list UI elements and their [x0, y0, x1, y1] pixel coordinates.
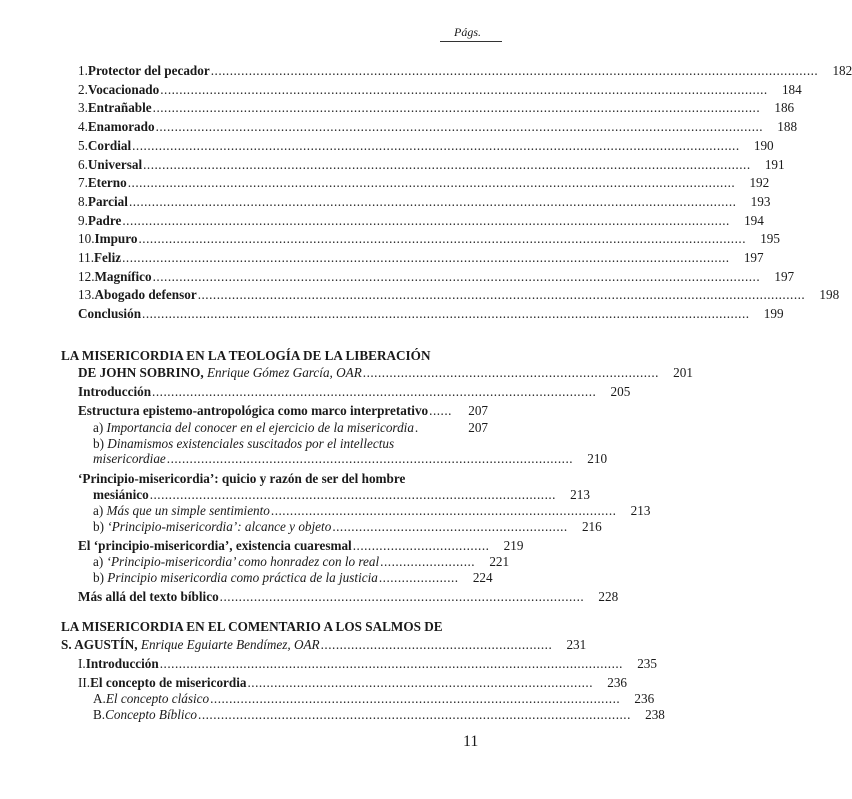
toc-subentry-dinamismos-cont: misericordiae ........................................................................................................... 210 — [93, 451, 608, 466]
toc-entry-number: 4. — [78, 119, 88, 135]
toc-entry — [78, 249, 764, 266]
page-ref: 210 — [587, 451, 608, 466]
toc-entry — [78, 212, 764, 229]
toc-entry-title: Abogado defensor — [94, 287, 197, 303]
toc-entry — [78, 305, 784, 322]
leader-dots: ............................................................. — [320, 637, 553, 652]
page-ref: 186 — [774, 100, 795, 116]
toc-entry-title: Eterno — [87, 175, 127, 191]
toc-entry — [78, 174, 770, 191]
leader-dots: ........................................................................................... — [247, 675, 593, 690]
page-ref: 182 — [832, 63, 852, 78]
toc-entry-title: Universal — [87, 156, 143, 172]
toc-entry-title: Parcial — [87, 193, 128, 209]
header-rule — [440, 41, 502, 42]
page-ref: 228 — [598, 589, 619, 604]
leader-dots: ..................................................................................................................... — [152, 384, 597, 399]
toc-entry — [78, 156, 785, 173]
toc-entry-number: 12. — [78, 268, 95, 284]
page-ref: 221 — [489, 554, 510, 569]
leader-dots: ................................................................................................................................................................ — [128, 193, 737, 209]
section-3-heading-line-2 — [61, 636, 587, 653]
toc-subentry-justicia: b) Principio misericordia como práctica de la justicia ..................... 224 — [93, 570, 493, 585]
toc-subentry-importancia: a) Importancia del conocer en el ejercicio de la misericordia . 207 — [93, 420, 488, 435]
toc-entry-number: 11. — [78, 250, 94, 265]
leader-dots: ................................................................................................................................................................ — [210, 63, 819, 78]
leader-dots: ................................................................................................................................................................ — [152, 100, 761, 116]
page-ref: 207 — [468, 403, 488, 418]
toc-entry-number: 13. — [78, 287, 95, 303]
page-ref: 184 — [781, 81, 802, 97]
section-3-author: Enrique Eguiarte Bendímez, OAR — [140, 637, 320, 652]
toc-entry — [78, 62, 852, 79]
page-ref: 236 — [607, 675, 627, 690]
toc-entry — [78, 286, 840, 303]
toc-subentry-mas-que: a) Más que un simple sentimiento ........................................................................................... 213 — [93, 503, 651, 518]
page-ref: 192 — [749, 175, 770, 191]
page-ref: 207 — [468, 420, 488, 435]
page-ref: 195 — [760, 231, 780, 247]
toc-entry-title: Conclusión — [78, 306, 142, 322]
page-ref: 191 — [764, 156, 785, 172]
toc-entry-number: 5. — [78, 137, 88, 153]
section-2-author: Enrique Gómez García, OAR — [206, 365, 362, 380]
leader-dots: ................................................................................................................................................................ — [127, 175, 736, 191]
toc-entry-title: Feliz — [94, 250, 122, 265]
leader-dots: ................................................................................................................................................................ — [143, 156, 751, 172]
toc-subentry-dinamismos: b) Dinamismos existenciales suscitados por el intellectus — [93, 436, 395, 451]
page-ref: 216 — [581, 519, 602, 534]
toc-entry-cuaresmal: El ‘principio-misericordia’, existencia cuaresmal .................................... 219 — [78, 538, 524, 553]
leader-dots: ................................................................................................................................................................ — [142, 306, 750, 322]
leader-dots: ........................................................................................................... — [166, 451, 574, 466]
pags-label: Págs. — [454, 25, 481, 39]
leader-dots: ................................................................................................ — [219, 589, 585, 604]
toc-entry-estructura: Estructura epistemo-antropológica como marco interpretativo ...... 207 — [78, 403, 488, 418]
toc-entry-number: 1. — [78, 63, 88, 78]
toc-entry-number: 10. — [78, 231, 95, 247]
leader-dots: ................................................................................................................................................................ — [197, 287, 806, 303]
page-ref: 201 — [673, 365, 693, 380]
leader-dots: ................................................................................................................................................................ — [132, 137, 740, 153]
page-ref: 213 — [630, 503, 651, 518]
toc-entry-title: Entrañable — [87, 100, 152, 116]
toc-entry-number: 7. — [78, 175, 88, 191]
leader-dots: ............................................................................................................ — [210, 691, 621, 706]
toc-entry-principio-line-2: mesiánico ........................................................................................................... 213 — [93, 487, 590, 502]
page-ref: 197 — [774, 268, 795, 284]
section-2-heading-line-1: LA MISERICORDIA EN LA TEOLOGÍA DE LA LIBERACIÓN — [61, 348, 431, 363]
page-ref: 197 — [743, 250, 764, 265]
toc-entry-title: Magnífico — [94, 268, 152, 284]
leader-dots: .......................................................................................................................... — [159, 656, 623, 671]
page-ref: 236 — [634, 691, 655, 706]
section-2-heading-line-2 — [78, 364, 693, 381]
toc-entry — [78, 230, 780, 247]
toc-entry — [78, 137, 774, 154]
toc-subentry-clasico: A. El concepto clásico ............................................................................................................ 236 — [93, 691, 655, 706]
toc-entry-title: Cordial — [87, 137, 132, 153]
section-3-heading-name: S. AGUSTÍN, — [61, 637, 138, 652]
toc-entry-principio-line-1: ‘Principio-misericordia’: quicio y razón de ser del hombre — [78, 471, 406, 486]
toc-entry — [78, 268, 795, 285]
leader-dots: .................................................................................................................. — [198, 707, 631, 722]
leader-dots: .............................................................. — [332, 519, 568, 534]
leader-dots: ........................................................................................................... — [149, 487, 556, 502]
leader-dots: .................................... — [352, 538, 490, 553]
section-2-heading-name: DE JOHN SOBRINO, — [78, 365, 204, 380]
toc-entry-number: 6. — [78, 156, 88, 172]
toc-subentry-alcance: b) ‘Principio-misericordia’: alcance y objeto .............................................................. 216 — [93, 519, 602, 534]
toc-entry-title: Impuro — [94, 231, 138, 247]
toc-entry — [78, 118, 798, 135]
leader-dots: ........................................................................................... — [270, 503, 617, 518]
leader-dots: ................................................................................................................................................................ — [122, 250, 730, 265]
toc-entry — [78, 193, 771, 210]
leader-dots: ................................................................................................................................................................ — [160, 81, 768, 97]
toc-entry-ii-concepto: II. El concepto de misericordia ........................................................................................... 236 — [78, 675, 627, 690]
page-ref: 231 — [566, 637, 587, 652]
leader-dots: ................................................................................................................................................................ — [138, 231, 746, 247]
page-ref: 188 — [777, 119, 798, 135]
toc-subentry-biblico: B. Concepto Bíblico .................................................................................................................. 238 — [93, 707, 665, 722]
page-number: 11 — [463, 733, 479, 750]
page-ref: 199 — [763, 306, 784, 322]
toc-entry-number: 3. — [78, 100, 88, 116]
leader-dots: .............................................................................. — [362, 365, 659, 380]
toc-entry-introduccion: Introducción ..................................................................................................................... 205 — [78, 384, 631, 399]
leader-dots: ......................... — [380, 554, 476, 569]
page-ref: 219 — [503, 538, 524, 553]
toc-entry-title: Vocacionado — [87, 81, 160, 97]
page-ref: 193 — [750, 193, 771, 209]
page-ref: 238 — [645, 707, 665, 722]
toc-entry-title: Padre — [87, 212, 122, 228]
page-ref: 224 — [472, 570, 493, 585]
page-ref: 213 — [570, 487, 590, 502]
page-ref: 190 — [753, 137, 774, 153]
toc-entry-number: 8. — [78, 193, 88, 209]
leader-dots: ...... — [429, 403, 452, 418]
toc-entry — [78, 99, 795, 116]
page-ref: 198 — [819, 287, 840, 303]
toc-entry-number: 2. — [78, 81, 88, 97]
page-ref: 205 — [610, 384, 631, 399]
page-ref: 235 — [637, 656, 657, 671]
leader-dots: ................................................................................................................................................................ — [152, 268, 761, 284]
toc-entry-i-introduccion: I. Introducción .......................................................................................................................... 235 — [78, 656, 657, 671]
toc-entry — [78, 81, 802, 98]
leader-dots: ................................................................................................................................................................ — [155, 119, 764, 135]
toc-subentry-honradez: a) ‘Principio-misericordia’ como honradez con lo real ......................... 221 — [93, 554, 510, 569]
leader-dots: ..................... — [378, 570, 459, 585]
leader-dots: ................................................................................................................................................................ — [122, 212, 730, 228]
toc-entry-mas-alla: Más allá del texto bíblico ................................................................................................ 228 — [78, 589, 619, 604]
leader-dots: . — [414, 420, 419, 435]
toc-entry-title: Enamorado — [87, 119, 155, 135]
toc-entry-number: 9. — [78, 212, 88, 228]
section-3-heading-line-1: LA MISERICORDIA EN EL COMENTARIO A LOS SALMOS DE — [61, 619, 443, 634]
page-ref: 194 — [744, 212, 764, 228]
toc-entry-title: Protector del pecador — [87, 63, 210, 78]
